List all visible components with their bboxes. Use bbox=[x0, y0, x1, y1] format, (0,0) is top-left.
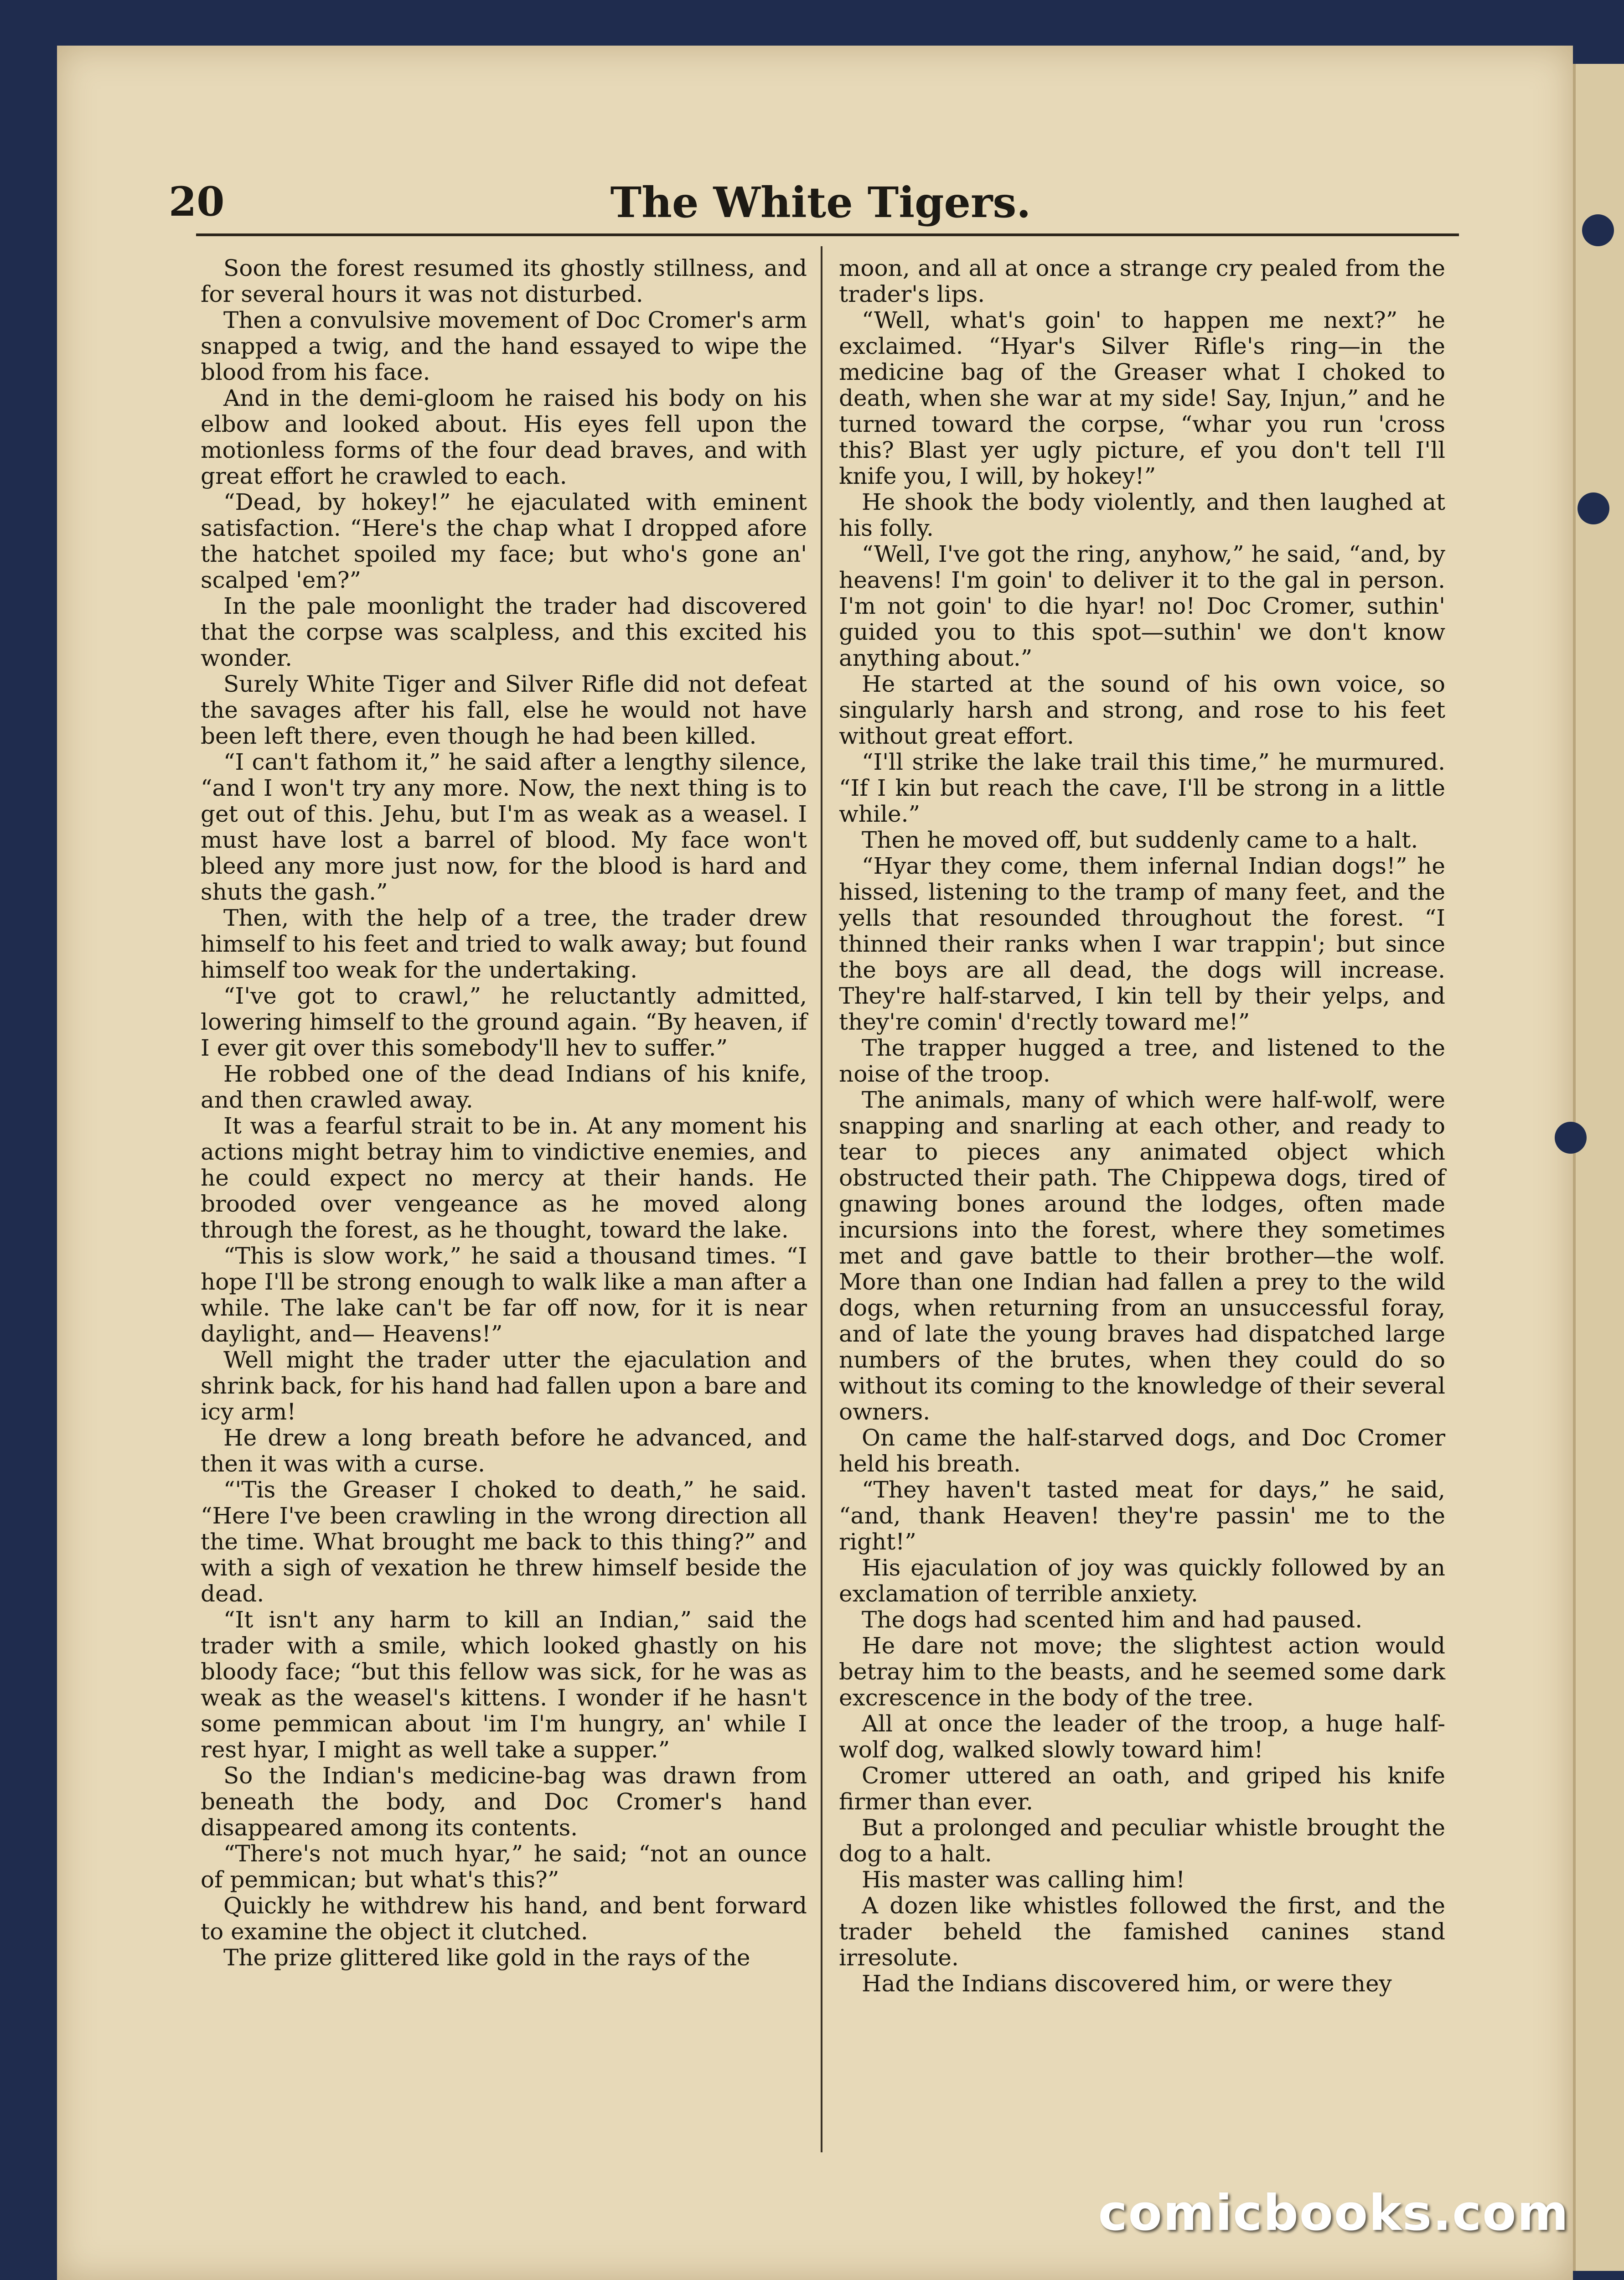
paragraph: The dogs had scented him and had paused. bbox=[862, 1606, 1363, 1633]
paragraph: “Well, what's goin' to happen me next?” he exclaimed. “Hyar's Silver Rifle's ring—in the medicine bag of the Greaser what I choked to death, when she war at my side! Say, Injun,” and he turned toward the corpse, “whar you run 'cross this? Blast yer ugly picture, ef you don't tell I'll knife you, I will, by hokey!” bbox=[839, 307, 1445, 489]
paragraph: Then he moved off, but suddenly came to a halt. bbox=[862, 827, 1418, 853]
right-column bbox=[839, 255, 1445, 1997]
paragraph: He dare not move; the slightest action would betray him to the beasts, and he seemed some dark excrescence in the body of the tree. bbox=[839, 1632, 1445, 1711]
paragraph: He robbed one of the dead Indians of his knife, and then crawled away. bbox=[201, 1061, 807, 1113]
paragraph: “There's not much hyar,” he said; “not an ounce of pemmican; but what's this?” bbox=[201, 1840, 807, 1893]
paragraph: “They haven't tasted meat for days,” he said, “and, thank Heaven! they're passin' me to the right!” bbox=[839, 1477, 1445, 1555]
paragraph: “This is slow work,” he said a thousand times. “I hope I'll be strong enough to walk like a man after a while. The lake can't be far off now, for it is near daylight, and— Heavens!” bbox=[201, 1243, 807, 1347]
paragraph: The trapper hugged a tree, and listened to the noise of the troop. bbox=[839, 1035, 1445, 1087]
paragraph: All at once the leader of the troop, a huge half-wolf dog, walked slowly toward him! bbox=[839, 1710, 1445, 1763]
paragraph: The prize glittered like gold in the rays of the bbox=[223, 1944, 750, 1971]
site-watermark: comicbooks.com bbox=[1098, 2185, 1569, 2242]
paragraph: moon, and all at once a strange cry pealed from the trader's lips. bbox=[839, 255, 1445, 307]
paragraph: So the Indian's medicine-bag was drawn from beneath the body, and Doc Cromer's hand disappeared among its contents. bbox=[201, 1762, 807, 1841]
header-rule bbox=[196, 233, 1459, 236]
paragraph: Then a convulsive movement of Doc Cromer's arm snapped a twig, and the hand essayed to wipe the blood from his face. bbox=[201, 307, 807, 385]
column-divider bbox=[821, 246, 822, 2152]
paragraph: His ejaculation of joy was quickly followed by an exclamation of terrible anxiety. bbox=[839, 1555, 1445, 1607]
paragraph: He shook the body violently, and then laughed at his folly. bbox=[839, 489, 1445, 541]
paragraph: Surely White Tiger and Silver Rifle did not defeat the savages after his fall, else he would not have been left there, even though he had been killed. bbox=[201, 671, 807, 749]
paragraph: In the pale moonlight the trader had discovered that the corpse was scalpless, and this excited his wonder. bbox=[201, 593, 807, 671]
paragraph: “I can't fathom it,” he said after a lengthy silence, “and I won't try any more. Now, the next thing is to get out of this. Jehu, but I'm as weak as a weasel. I must have lost a barrel of blood. My face won't bleed any more just now, for the blood is hard and shuts the gash.” bbox=[201, 749, 807, 905]
paragraph: And in the demi-gloom he raised his body on his elbow and looked about. His eyes fell upon the motionless forms of the four dead braves, and with great effort he crawled to each. bbox=[201, 385, 807, 489]
paragraph: “Hyar they come, them infernal Indian dogs!” he hissed, listening to the tramp of many feet, and the yells that resounded throughout the forest. “I thinned their ranks when I war trappin'; but since the boys are all dead, the dogs will increase. They're half-starved, I kin tell by their yelps, and they're comin' d'rectly toward me!” bbox=[839, 853, 1445, 1035]
paragraph: “I'll strike the lake trail this time,” he murmured. “If I kin but reach the cave, I'll be strong in a little while.” bbox=[839, 749, 1445, 827]
left-column bbox=[201, 255, 807, 1971]
paragraph: “It isn't any harm to kill an Indian,” said the trader with a smile, which looked ghastly on his bloody face; “but this fellow was sick, for he was as weak as the weasel's kittens. I wonder if he hasn't some pemmican about 'im I'm hungry, an' while I rest hyar, I might as well take a supper.” bbox=[201, 1606, 807, 1763]
running-title: The White Tigers. bbox=[610, 178, 1031, 227]
paragraph: Cromer uttered an oath, and griped his knife firmer than ever. bbox=[839, 1762, 1445, 1815]
adjacent-page-edge bbox=[1573, 64, 1624, 2271]
paragraph: Had the Indians discovered him, or were they bbox=[862, 1970, 1392, 1997]
paragraph: Quickly he withdrew his hand, and bent forward to examine the object it clutched. bbox=[201, 1892, 807, 1945]
paragraph: “Well, I've got the ring, anyhow,” he said, “and, by heavens! I'm goin' to deliver it to the gal in person. I'm not goin' to die hyar! no! Doc Cromer, suthin' guided you to this spot—suthin' we don't know anything about.” bbox=[839, 541, 1445, 671]
binding-hole bbox=[1582, 214, 1614, 246]
page-number: 20 bbox=[169, 178, 225, 225]
paragraph: A dozen like whistles followed the first, and the trader beheld the famished canines stand irresolute. bbox=[839, 1892, 1445, 1971]
paragraph: “Dead, by hokey!” he ejaculated with eminent satisfaction. “Here's the chap what I dropped afore the hatchet spoiled my face; but who's gone an' scalped 'em?” bbox=[201, 489, 807, 593]
binding-hole bbox=[1555, 1122, 1587, 1154]
paragraph: He drew a long breath before he advanced, and then it was with a curse. bbox=[201, 1425, 807, 1477]
paragraph: He started at the sound of his own voice, so singularly harsh and strong, and rose to his feet without great effort. bbox=[839, 671, 1445, 749]
paragraph: It was a fearful strait to be in. At any moment his actions might betray him to vindictive enemies, and he could expect no mercy at their hands. He brooded over vengeance as he moved along through the forest, as he thought, toward the lake. bbox=[201, 1113, 807, 1243]
paragraph: His master was calling him! bbox=[862, 1866, 1185, 1893]
paragraph: Soon the forest resumed its ghostly stillness, and for several hours it was not disturbed. bbox=[201, 255, 807, 307]
paragraph: On came the half-starved dogs, and Doc Cromer held his breath. bbox=[839, 1425, 1445, 1477]
paragraph: The animals, many of which were half-wolf, were snapping and snarling at each other, and ready to tear to pieces any animated object which obstructed their path. The Chippewa dogs, tired of gnawing bones around the lodges, often made incursions into the forest, where they sometimes met and gave battle to their brother—the wolf. More than one Indian had fallen a prey to the wild dogs, when returning from an unsuccessful foray, and of late the young braves had dispatched large numbers of the brutes, when they could do so without its coming to the knowledge of their several owners. bbox=[839, 1087, 1445, 1425]
paragraph: Then, with the help of a tree, the trader drew himself to his feet and tried to walk away; but found himself too weak for the undertaking. bbox=[201, 905, 807, 983]
paragraph: “'Tis the Greaser I choked to death,” he said. “Here I've been crawling in the wrong direction all the time. What brought me back to this thing?” and with a sigh of vexation he threw himself beside the dead. bbox=[201, 1477, 807, 1607]
paragraph: “I've got to crawl,” he reluctantly admitted, lowering himself to the ground again. “By heaven, if I ever git over this somebody'll hev to suffer.” bbox=[201, 983, 807, 1061]
binding-hole bbox=[1577, 492, 1609, 524]
paragraph: Well might the trader utter the ejaculation and shrink back, for his hand had fallen upon a bare and icy arm! bbox=[201, 1347, 807, 1425]
page-header bbox=[169, 169, 1473, 233]
paragraph: But a prolonged and peculiar whistle brought the dog to a halt. bbox=[839, 1814, 1445, 1867]
